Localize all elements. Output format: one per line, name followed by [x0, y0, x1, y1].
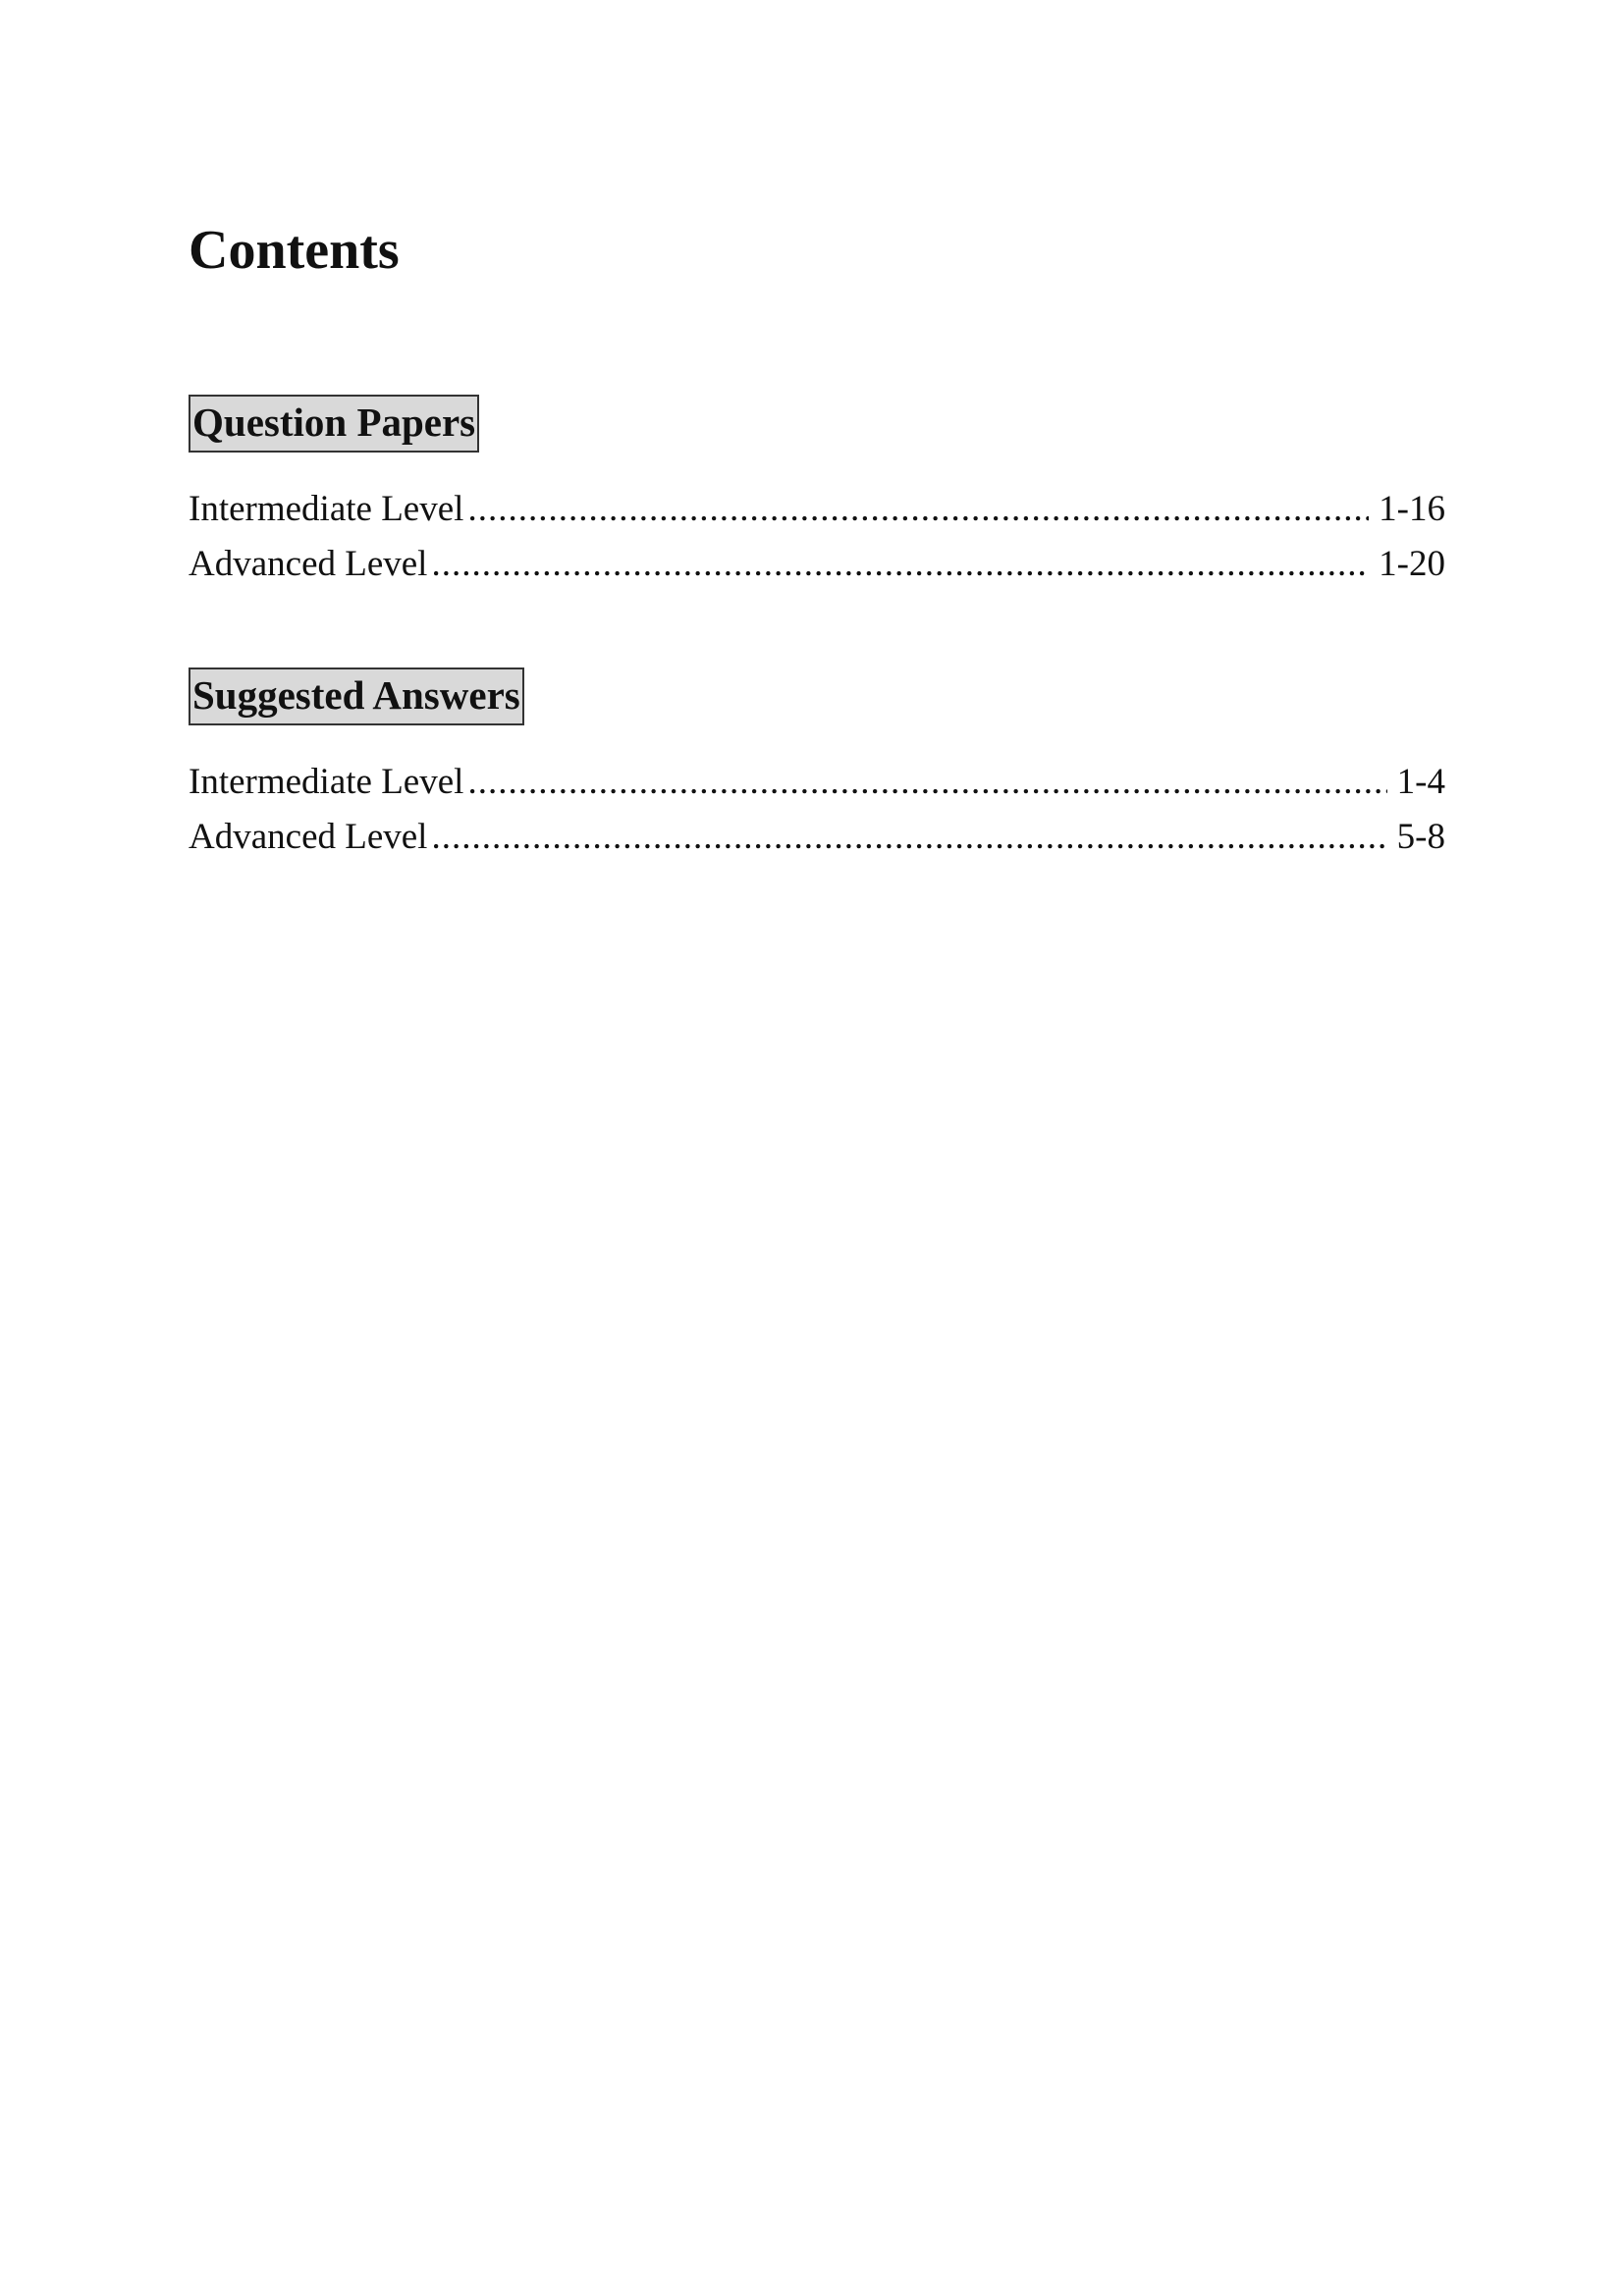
section-suggested-answers — [189, 667, 1445, 865]
toc-entry-pages: 1-4 — [1396, 762, 1445, 803]
toc-list — [189, 755, 1445, 865]
toc-entry[interactable] — [189, 482, 1445, 537]
toc-entry-pages: 1-16 — [1379, 489, 1445, 530]
section-heading: Question Papers — [189, 395, 479, 453]
dot-leader — [467, 482, 1369, 537]
toc-entry-label: Advanced Level — [189, 544, 428, 585]
toc-entry[interactable] — [189, 755, 1445, 810]
toc-entry-pages: 5-8 — [1396, 817, 1445, 858]
toc-list — [189, 482, 1445, 592]
section-question-papers — [189, 395, 1445, 592]
dot-leader — [431, 537, 1369, 592]
page-title: Contents — [189, 220, 400, 281]
toc-entry-label: Intermediate Level — [189, 489, 464, 530]
toc-entry-label: Advanced Level — [189, 817, 428, 858]
toc-entry[interactable] — [189, 537, 1445, 592]
toc-entry-label: Intermediate Level — [189, 762, 464, 803]
dot-leader — [467, 755, 1386, 810]
section-heading: Suggested Answers — [189, 667, 524, 725]
dot-leader — [431, 810, 1386, 865]
toc-entry-pages: 1-20 — [1379, 544, 1445, 585]
toc-entry[interactable] — [189, 810, 1445, 865]
